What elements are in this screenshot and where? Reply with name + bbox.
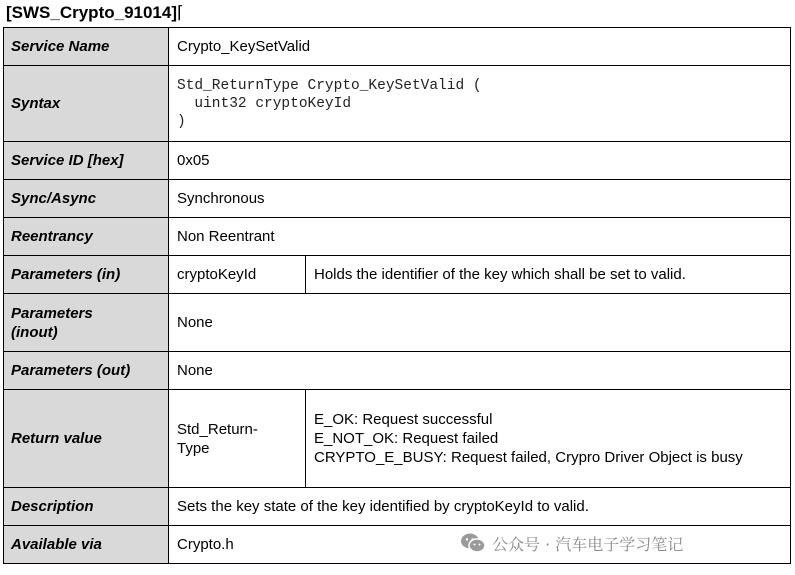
service-id-value: 0x05 [169,142,791,180]
row-service-name [4,28,791,66]
row-sync-async [4,180,791,218]
return-value-type-line: Type [177,439,210,457]
row-parameters-inout [4,294,791,352]
watermark-text: 公众号 · 汽车电子学习笔记 [492,534,684,554]
watermark [460,531,683,555]
parameters-out-label: Parameters (out) [4,352,169,390]
row-parameters-in [4,256,791,294]
return-value-line: E_OK: Request successful [314,411,493,428]
parameters-inout-label [4,294,169,352]
return-value-label: Return value [4,390,169,488]
description-label: Description [4,488,169,526]
available-via-value: Crypto.h [169,526,791,564]
row-parameters-out [4,352,791,390]
service-name-value: Crypto_KeySetValid [169,28,791,66]
parameters-in-name: cryptoKeyId [169,256,306,294]
requirement-id-text: [SWS_Crypto_91014] [6,3,178,22]
syntax-label: Syntax [4,66,169,142]
service-spec-table [3,27,791,564]
parameters-inout-label-line: Parameters [11,304,93,322]
syntax-line: Std_ReturnType Crypto_KeySetValid ( [177,77,482,94]
return-value-line: E_NOT_OK: Request failed [314,430,499,447]
return-value-line: CRYPTO_E_BUSY: Request failed, Crypro Driver Object is busy [314,449,743,466]
row-return-value [4,390,791,488]
return-value-type [169,390,306,488]
return-value-description [306,390,791,488]
service-id-label: Service ID [hex] [4,142,169,180]
parameters-out-value: None [169,352,791,390]
syntax-line: ) [177,113,186,130]
reentrancy-label: Reentrancy [4,218,169,256]
description-value: Sets the key state of the key identified by cryptoKeyId to valid. [169,488,791,526]
row-reentrancy [4,218,791,256]
sync-async-label: Sync/Async [4,180,169,218]
syntax-value [169,66,791,142]
requirement-id [6,3,184,23]
syntax-line: uint32 cryptoKeyId [177,95,352,112]
parameters-inout-label-line: (inout) [11,323,58,341]
sync-async-value: Synchronous [169,180,791,218]
return-value-type-line: Std_Return- [177,420,258,438]
available-via-label: Available via [4,526,169,564]
row-description [4,488,791,526]
service-name-label: Service Name [4,28,169,66]
row-syntax [4,66,791,142]
parameters-in-label: Parameters (in) [4,256,169,294]
parameters-inout-value: None [169,294,791,352]
requirement-open-bracket: ⌈ [177,3,184,22]
reentrancy-value: Non Reentrant [169,218,791,256]
wechat-icon [460,532,486,554]
parameters-in-description: Holds the identifier of the key which shall be set to valid. [306,256,791,294]
row-service-id [4,142,791,180]
